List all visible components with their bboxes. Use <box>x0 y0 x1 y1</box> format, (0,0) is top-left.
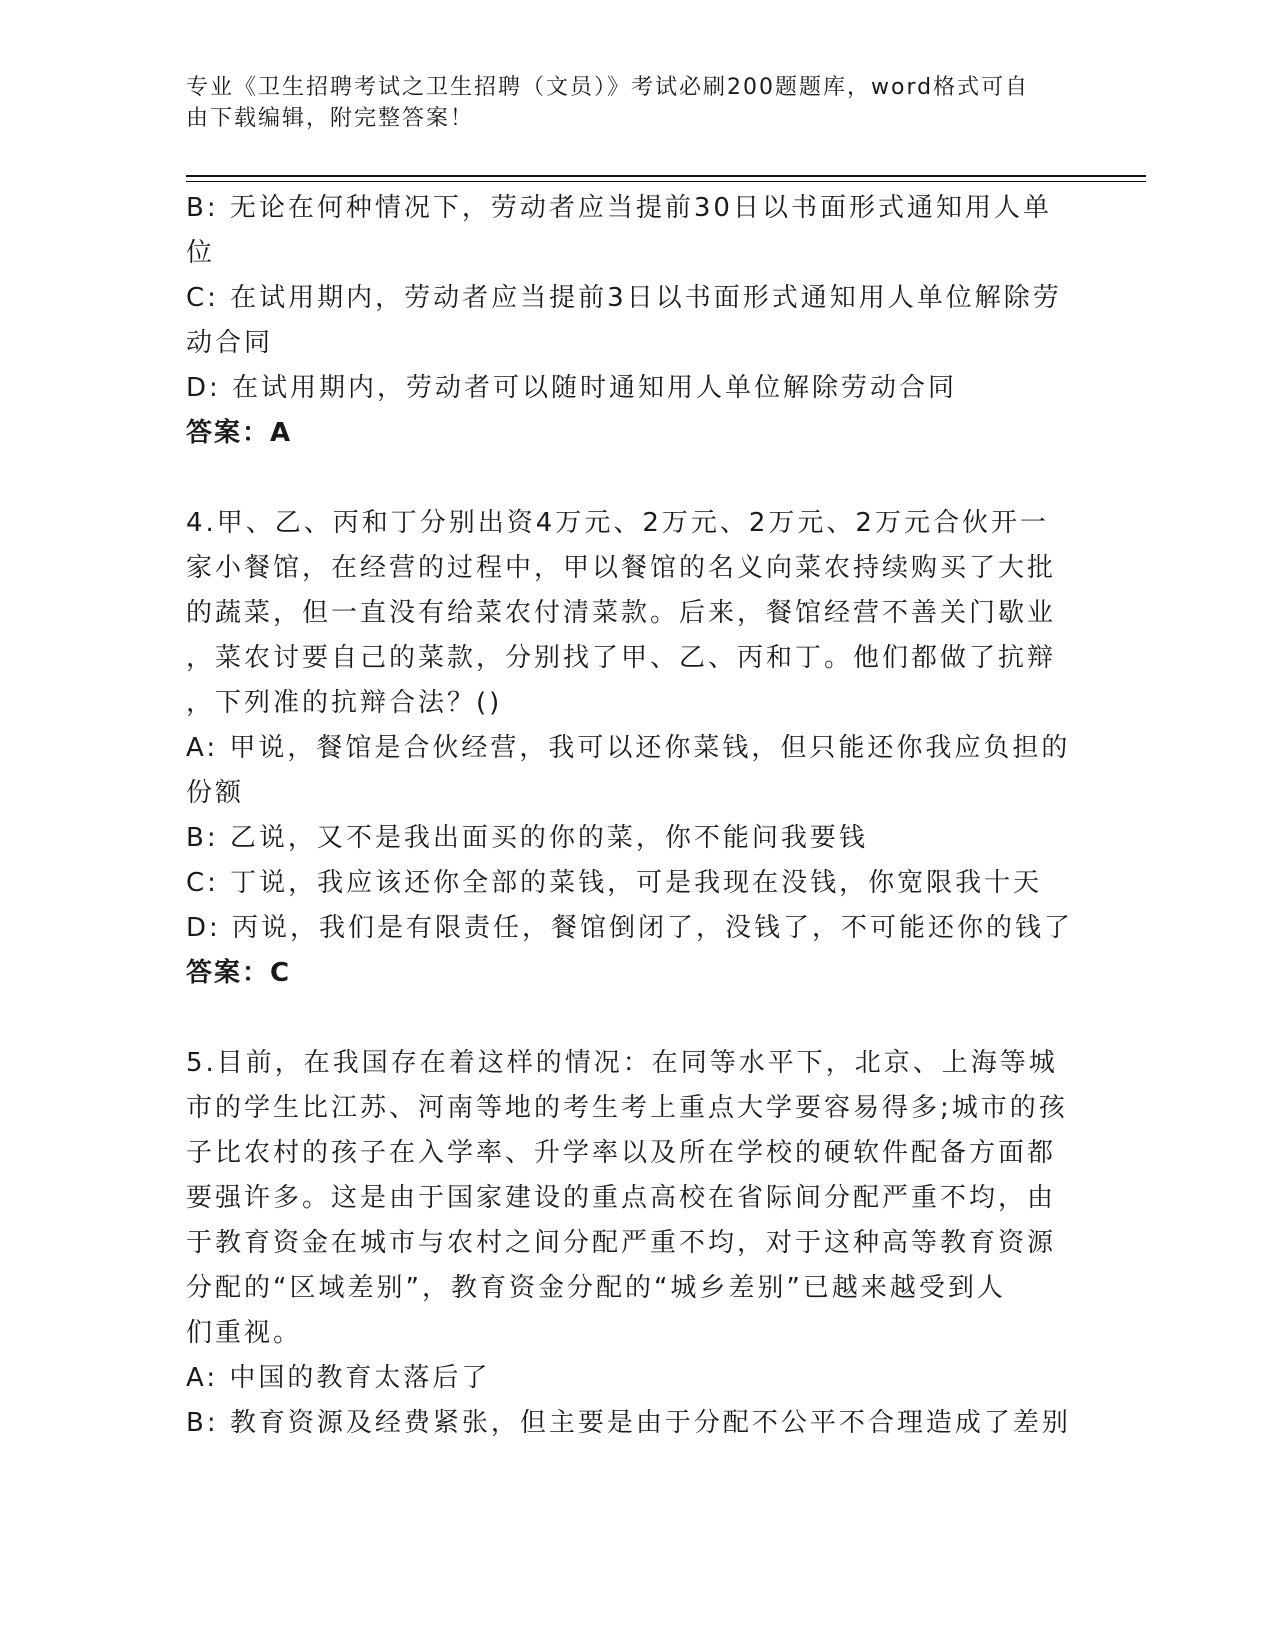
q3-answer: 答案：A <box>186 418 293 448</box>
q5-stem-line: 分配的“区域差别”，教育资金分配的“城乡差别”已越来越受到人 <box>186 1273 1006 1303</box>
q4-stem-line: 家小餐馆，在经营的过程中，甲以餐馆的名义向菜农持续购买了大批 <box>186 553 1057 583</box>
spacer <box>186 456 1066 501</box>
q5-stem-line: 5.目前，在我国存在着这样的情况：在同等水平下，北京、上海等城 <box>186 1048 1058 1078</box>
q4-stem-line: 4.甲、乙、丙和丁分别出资4万元、2万元、2万元、2万元合伙开一 <box>186 508 1049 538</box>
header-rule-thick <box>186 175 1146 177</box>
q4-answer: 答案：C <box>186 958 292 988</box>
q3-option-c-line-1: C: 在试用期内，劳动者应当提前3日以书面形式通知用人单位解除劳 <box>186 283 1062 313</box>
q4-stem-line: ，菜农讨要自己的菜款，分别找了甲、乙、丙和丁。他们都做了抗辩 <box>186 643 1057 673</box>
q4-stem-line: ，下列准的抗辩合法？() <box>186 688 503 718</box>
q5-option-b: B: 教育资源及经费紧张，但主要是由于分配不公平不合理造成了差别 <box>186 1408 1071 1438</box>
document-body <box>186 186 1074 1446</box>
q3-option-b-line-2: 位 <box>186 238 216 268</box>
question-5 <box>186 1041 1071 1446</box>
q4-option-a-line-2: 份额 <box>186 778 245 808</box>
question-3 <box>186 186 1066 456</box>
q4-option-d: D: 丙说，我们是有限责任，餐馆倒闭了，没钱了，不可能还你的钱了 <box>186 913 1074 943</box>
q4-option-c: C: 丁说，我应该还你全部的菜钱，可是我现在没钱，你宽限我十天 <box>186 868 1043 898</box>
q5-stem-line: 要强许多。这是由于国家建设的重点高校在省际间分配严重不均，由 <box>186 1183 1057 1213</box>
q4-option-b: B: 乙说，又不是我出面买的你的菜，你不能问我要钱 <box>186 823 868 853</box>
document-header <box>186 72 1066 134</box>
q5-stem-line: 们重视。 <box>186 1318 303 1348</box>
q5-stem-line: 市的学生比江苏、河南等地的考生考上重点大学要容易得多;城市的孩 <box>186 1093 1068 1123</box>
spacer <box>186 996 1066 1041</box>
q3-option-c-line-2: 动合同 <box>186 328 274 358</box>
q4-option-a-line-1: A: 甲说，餐馆是合伙经营，我可以还你菜钱，但只能还你我应负担的 <box>186 733 1071 763</box>
header-line-1: 专业《卫生招聘考试之卫生招聘（文员）》考试必刷200题题库，word格式可自 <box>186 75 1030 100</box>
header-rule-thin <box>186 181 1146 182</box>
header-line-2: 由下载编辑，附完整答案！ <box>186 106 475 131</box>
q3-option-b-line-1: B: 无论在何种情况下，劳动者应当提前30日以书面形式通知用人单 <box>186 193 1052 223</box>
question-4 <box>186 501 1074 996</box>
q5-option-a: A: 中国的教育太落后了 <box>186 1363 491 1393</box>
q3-option-d: D: 在试用期内，劳动者可以随时通知用人单位解除劳动合同 <box>186 373 958 403</box>
q5-stem-line: 子比农村的孩子在入学率、升学率以及所在学校的硬软件配备方面都 <box>186 1138 1057 1168</box>
q5-stem-line: 于教育资金在城市与农村之间分配严重不均，对于这种高等教育资源 <box>186 1228 1057 1258</box>
q4-stem-line: 的蔬菜，但一直没有给菜农付清菜款。后来，餐馆经营不善关门歇业 <box>186 598 1057 628</box>
